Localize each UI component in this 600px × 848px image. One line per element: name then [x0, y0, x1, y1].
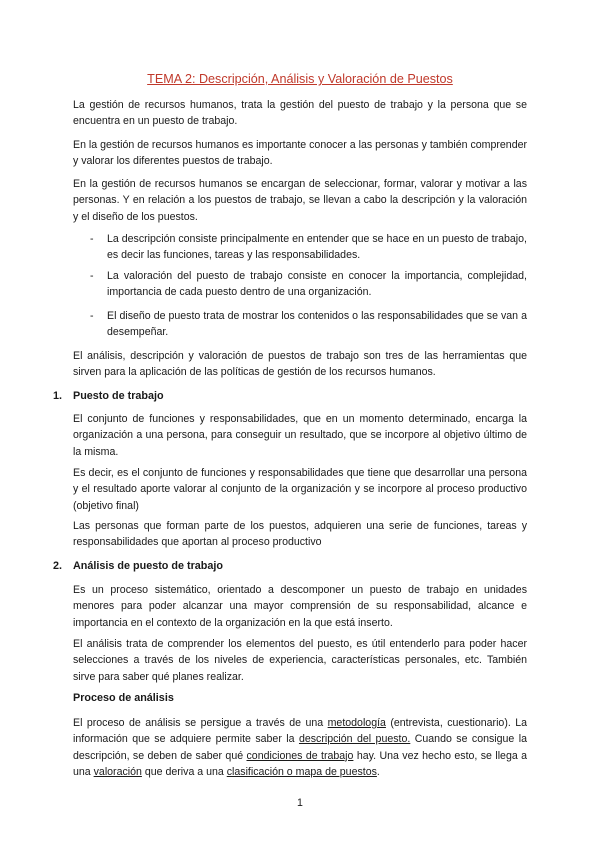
section-number: 1. — [53, 390, 63, 402]
intro-paragraph-3: En la gestión de recursos humanos se encargan de seleccionar, formar, valorar y motivar a las personas. Y en relación a los puestos de trabajo, se llevan a cabo la descripción y la valoración y el diseño de los puestos. — [73, 178, 527, 223]
section-1-paragraph-3: Las personas que forman parte de los puestos, adquieren una serie de funciones, tareas y responsabilidades que aportan al proceso productivo — [73, 520, 527, 549]
link-descripcion: descripción del puesto. — [298, 733, 411, 746]
dash-icon: - — [90, 310, 94, 322]
intro-paragraph-1: La gestión de recursos humanos, trata la gestión del puesto de trabajo y la persona que se encuentra en un puesto de trabajo. — [73, 99, 527, 128]
bullet-text: La valoración del puesto de trabajo consiste en conocer la importancia, complejidad, importancia de cada puesto dentro de una organización. — [107, 270, 527, 299]
link-metodologia: metodología — [327, 717, 386, 729]
section-title: Análisis de puesto de trabajo — [73, 560, 223, 572]
bullet-item — [90, 231, 527, 264]
bullet-text: La descripción consiste principalmente en entender que se hace en un puesto de trabajo, es decir las funciones, tareas y las responsabilidades. — [107, 233, 527, 262]
dash-icon: - — [90, 270, 94, 282]
section-2-heading — [53, 558, 223, 574]
link-clasificacion: clasificación o mapa de puestos — [226, 765, 377, 778]
section-2-paragraph-1: Es un proceso sistemático, orientado a descomponer un puesto de trabajo en unidades menores para poder alcanzar una mayor comprensión de su responsabilidad, alcance e importancia en el contexto de la organización en la que está inserto. — [73, 584, 527, 629]
process-paragraph: El proceso de análisis se persigue a través de una metodología (entrevista, cuestionario). La información que se adquiere permite saber la descripción del puesto. Cuando se consigue la descripción, se deben de saber qué condiciones de trabajo hay. Una vez hecho esto, se llega a una valoración que deriva a una clasificación o mapa de puestos. — [73, 717, 528, 778]
link-condiciones: condiciones de trabajo — [246, 749, 354, 762]
section-number: 2. — [53, 560, 63, 572]
document-title: TEMA 2: Descripción, Análisis y Valoración de Puestos — [147, 72, 453, 86]
intro-paragraph-2: En la gestión de recursos humanos es importante conocer a las personas y también comprender y valorar los diferentes puestos de trabajo. — [73, 139, 528, 168]
bullet-text: El diseño de puesto trata de mostrar los contenidos o las responsabilidades que se van a desempeñar. — [107, 310, 527, 339]
section-1-paragraph-1: El conjunto de funciones y responsabilidades, que en un momento determinado, encarga la organización a una persona, para conseguir un resultado, que se incorpore al objetivo último de la misma. — [73, 413, 527, 458]
summary-paragraph: El análisis, descripción y valoración de puestos de trabajo son tres de las herramientas que sirven para la aplicación de las políticas de gestión de los recursos humanos. — [73, 350, 527, 379]
subsection-heading: Proceso de análisis — [73, 692, 174, 704]
bullet-item — [90, 308, 527, 341]
section-1-heading — [53, 388, 164, 404]
section-2-paragraph-2: El análisis trata de comprender los elementos del puesto, es útil entenderlo para poder hacer selecciones a través de los niveles de experiencia, características personales, etc. También sirve para saber qué planes realizar. — [73, 638, 527, 683]
section-1-paragraph-2: Es decir, es el conjunto de funciones y responsabilidades que tiene que desarrollar una persona y el resultado aporte valorar al conjunto de la organización y se incorpore al proceso productivo (objetivo final) — [73, 467, 527, 512]
link-valoracion: valoración — [93, 765, 142, 778]
page-number: 1 — [297, 797, 303, 809]
dash-icon: - — [90, 233, 94, 245]
section-title: Puesto de trabajo — [73, 390, 164, 402]
bullet-item — [90, 268, 527, 301]
